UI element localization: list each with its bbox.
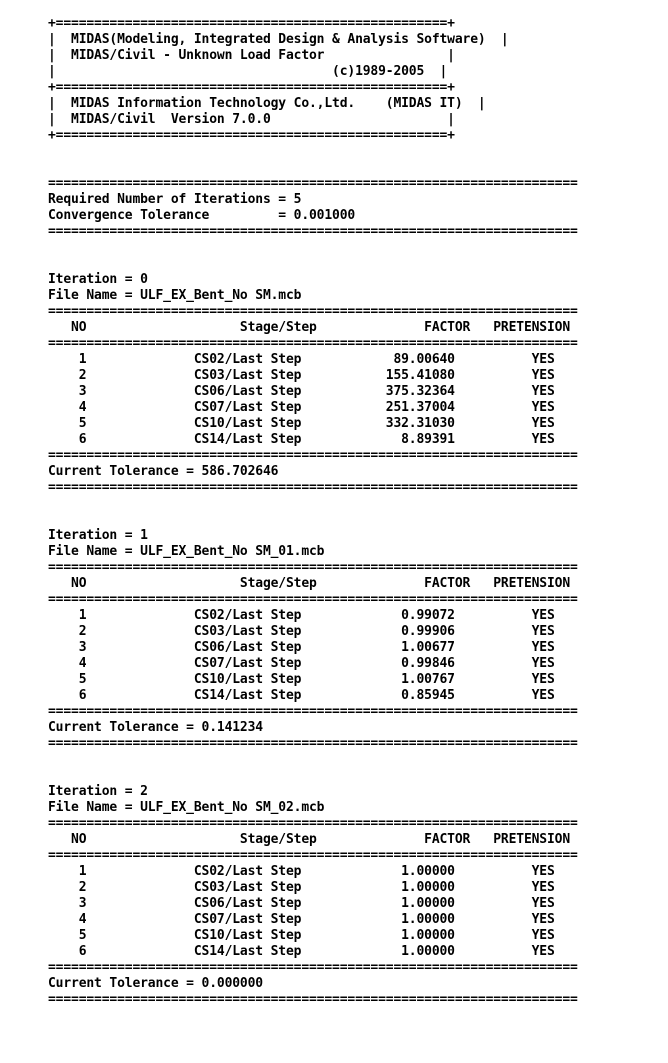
- iteration-parameters: ===================================================================== Required Number of Iterations = 5 Convergence Tolerance = 0.001000 =====================================================================: [48, 176, 578, 239]
- program-banner: +===================================================+ | MIDAS(Modeling, Integrated Design & Analysis Software) | | MIDAS/Civil - Unknown Load Factor | | (c)1989-2005 | +===================================================+ | MIDAS Information Technology Co.,Ltd. (MIDAS IT) | | MIDAS/Civil Version 7.0.0 | +===================================================+: [48, 16, 509, 143]
- iteration-1-section: Iteration = 1 File Name = ULF_EX_Bent_No SM_01.mcb ===================================================================== NO Stage/Step FACTOR PRETENSION ===================================================================== 1 CS02/Last Step 0.99072 YES 2 CS03/Last Step 0.99906 YES 3 CS06/Last Step 1.00677 YES 4 CS07/Last Step 0.99846 YES 5 CS10/Last Step 1.00767 YES 6 CS14/Last Step 0.85945 YES ===================================================================== Current Tolerance = 0.141234 =====================================================================: [48, 528, 578, 751]
- iteration-2-section: Iteration = 2 File Name = ULF_EX_Bent_No SM_02.mcb ===================================================================== NO Stage/Step FACTOR PRETENSION ===================================================================== 1 CS02/Last Step 1.00000 YES 2 CS03/Last Step 1.00000 YES 3 CS06/Last Step 1.00000 YES 4 CS07/Last Step 1.00000 YES 5 CS10/Last Step 1.00000 YES 6 CS14/Last Step 1.00000 YES ===================================================================== Current Tolerance = 0.000000 =====================================================================: [48, 784, 578, 1007]
- iteration-0-section: Iteration = 0 File Name = ULF_EX_Bent_No SM.mcb ===================================================================== NO Stage/Step FACTOR PRETENSION ===================================================================== 1 CS02/Last Step 89.00640 YES 2 CS03/Last Step 155.41080 YES 3 CS06/Last Step 375.32364 YES 4 CS07/Last Step 251.37004 YES 5 CS10/Last Step 332.31030 YES 6 CS14/Last Step 8.89391 YES ===================================================================== Current Tolerance = 586.702646 =====================================================================: [48, 272, 578, 495]
